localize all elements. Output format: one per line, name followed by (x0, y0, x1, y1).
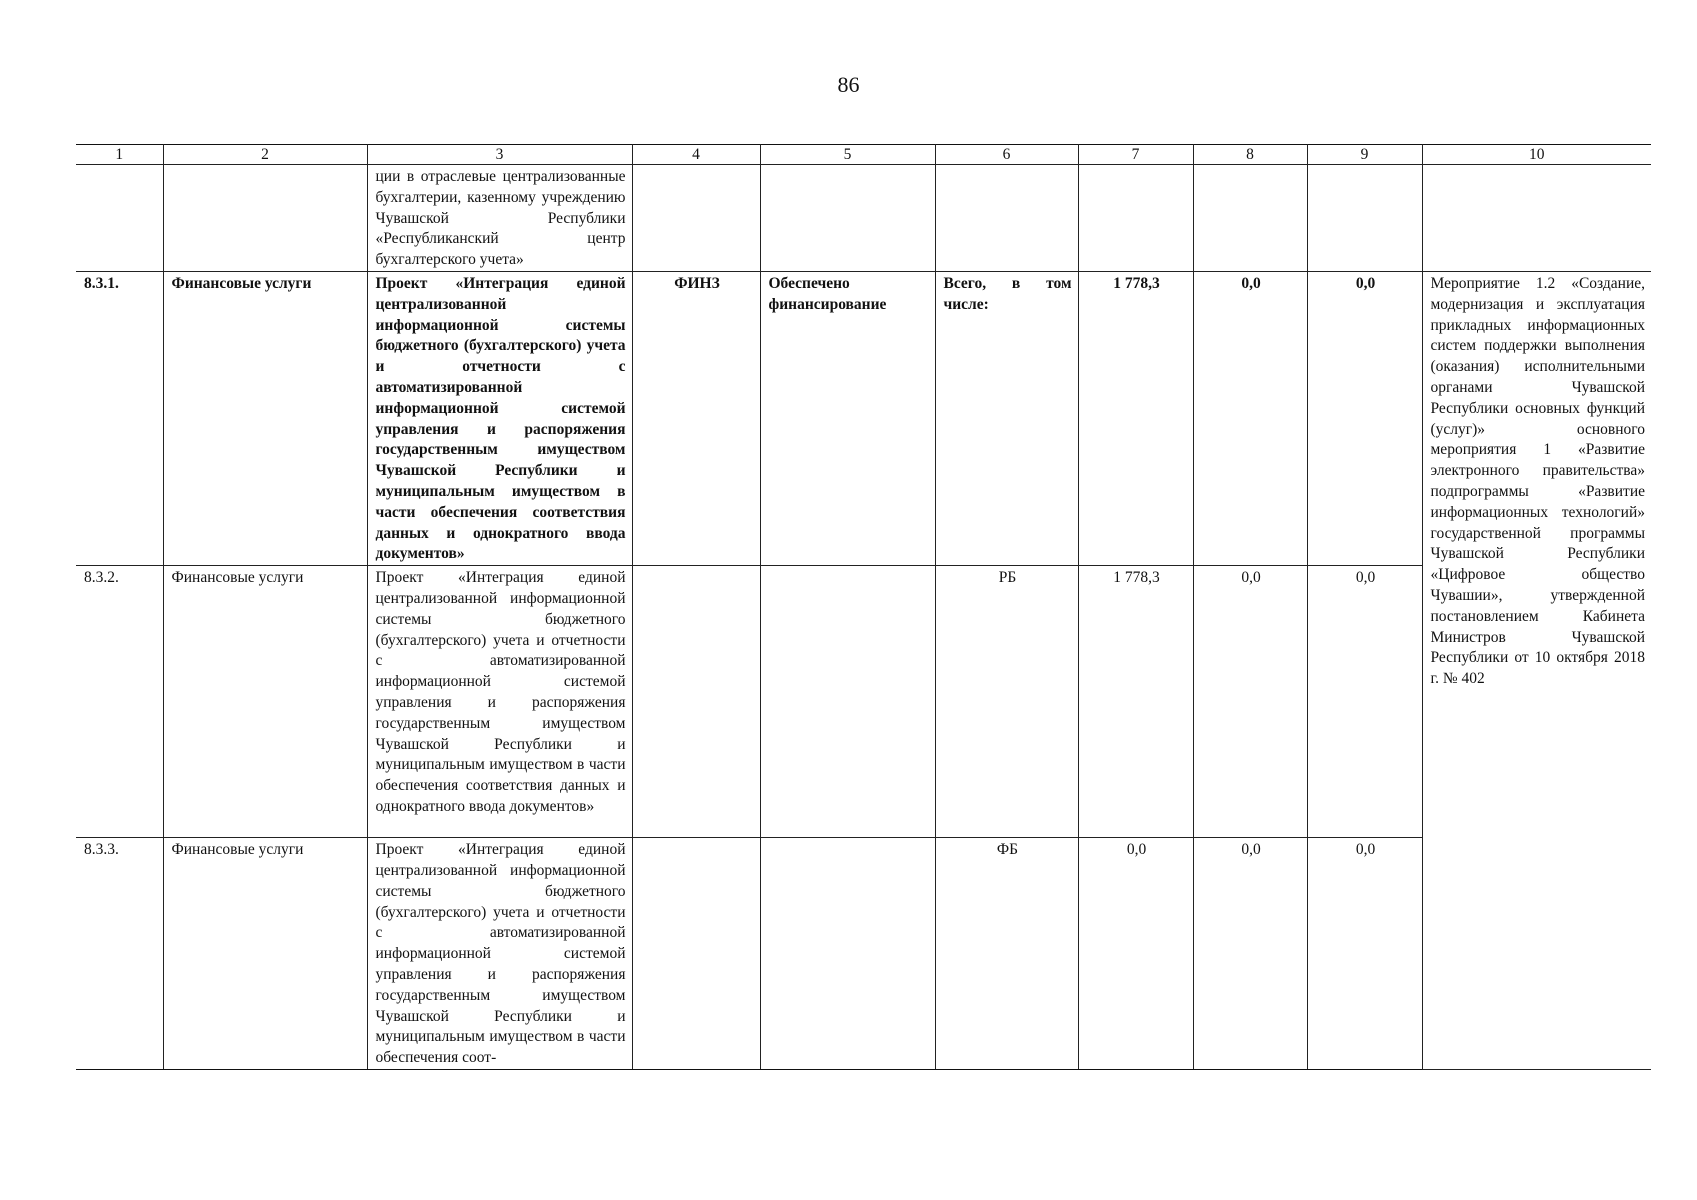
cell-empty (632, 165, 760, 272)
column-header: 7 (1078, 145, 1193, 165)
cell-empty (760, 165, 935, 272)
column-header: 9 (1307, 145, 1422, 165)
value-col7: 0,0 (1078, 838, 1193, 1070)
column-header: 8 (1193, 145, 1307, 165)
column-header: 5 (760, 145, 935, 165)
project-name: Проект «Интеграция единой централизованной информационной системы бюджетного (бухгалтерского) учета и отчетности с автоматизированной информационной системой управления и распоряжения государственным имуществом Чувашской Республики и муниципальным имуществом в части обеспечения соот- (367, 838, 632, 1070)
value-col8: 0,0 (1193, 271, 1307, 565)
responsible-code (632, 838, 760, 1070)
value-col7: 1 778,3 (1078, 566, 1193, 838)
service-name: Финансовые услуги (163, 566, 367, 838)
responsible-code (632, 566, 760, 838)
project-name: Проект «Интеграция единой централизованной информационной системы бюджетного (бухгалтерского) учета и отчетности с автоматизированной информационной системой управления и распоряжения государственным имуществом Чувашской Республики и муниципальным имуществом в части обеспечения соответствия данных и однократного ввода документов» (367, 271, 632, 565)
row-number: 8.3.1. (76, 271, 163, 565)
table-row (76, 566, 1651, 838)
row-number: 8.3.3. (76, 838, 163, 1070)
value-col9: 0,0 (1307, 838, 1422, 1070)
column-header: 3 (367, 145, 632, 165)
service-name: Финансовые услуги (163, 838, 367, 1070)
project-continuation-text: ции в отраслевые централизованные бухгалтерии, казенному учреждению Чувашской Республики «Республиканский центр бухгалтерского учета» (367, 165, 632, 272)
column-header: 2 (163, 145, 367, 165)
cell-empty (1422, 165, 1651, 272)
responsible-code: ФИНЗ (632, 271, 760, 565)
value-col7: 1 778,3 (1078, 271, 1193, 565)
table-row (76, 271, 1651, 565)
column-header: 10 (1422, 145, 1651, 165)
continuation-row (76, 165, 1651, 272)
financing-status (760, 838, 935, 1070)
project-name: Проект «Интеграция единой централизованной информационной системы бюджетного (бухгалтерского) учета и отчетности с автоматизированной информационной системой управления и распоряжения государственным имуществом Чувашской Республики и муниципальным имуществом в части обеспечения соответствия данных и однократного ввода документов» (367, 566, 632, 838)
column-header: 6 (935, 145, 1078, 165)
value-col8: 0,0 (1193, 838, 1307, 1070)
note-text: Мероприятие 1.2 «Создание, модернизация и эксплуатация прикладных информационных систем поддержки выполнения (оказания) исполнительными органами Чувашской Республики основных функций (услуг)» основного мероприятия 1 «Развитие электронного правительства» подпрограммы «Развитие информационных технологий» государственной программы Чувашской Республики «Цифровое общество Чувашии», утвержденной постановлением Кабинета Министров Чувашской Республики от 10 октября 2018 г. № 402 (1422, 271, 1651, 1069)
cell-empty (163, 165, 367, 272)
table-row (76, 838, 1651, 1070)
value-col9: 0,0 (1307, 566, 1422, 838)
financing-table (76, 144, 1651, 1070)
cell-empty (1193, 165, 1307, 272)
service-name: Финансовые услуги (163, 271, 367, 565)
column-header: 4 (632, 145, 760, 165)
page-number: 86 (837, 72, 860, 97)
row-number: 8.3.2. (76, 566, 163, 838)
financing-status (760, 566, 935, 838)
cell-empty (1078, 165, 1193, 272)
financing-status: Обеспечено финансирование (760, 271, 935, 565)
cell-empty (76, 165, 163, 272)
value-col9: 0,0 (1307, 271, 1422, 565)
cell-empty (1307, 165, 1422, 272)
value-col8: 0,0 (1193, 566, 1307, 838)
funding-source: ФБ (935, 838, 1078, 1070)
funding-source: РБ (935, 566, 1078, 838)
column-numbers-row (76, 145, 1651, 165)
funding-source: Всего, в том числе: (935, 271, 1078, 565)
cell-empty (935, 165, 1078, 272)
column-header: 1 (76, 145, 163, 165)
